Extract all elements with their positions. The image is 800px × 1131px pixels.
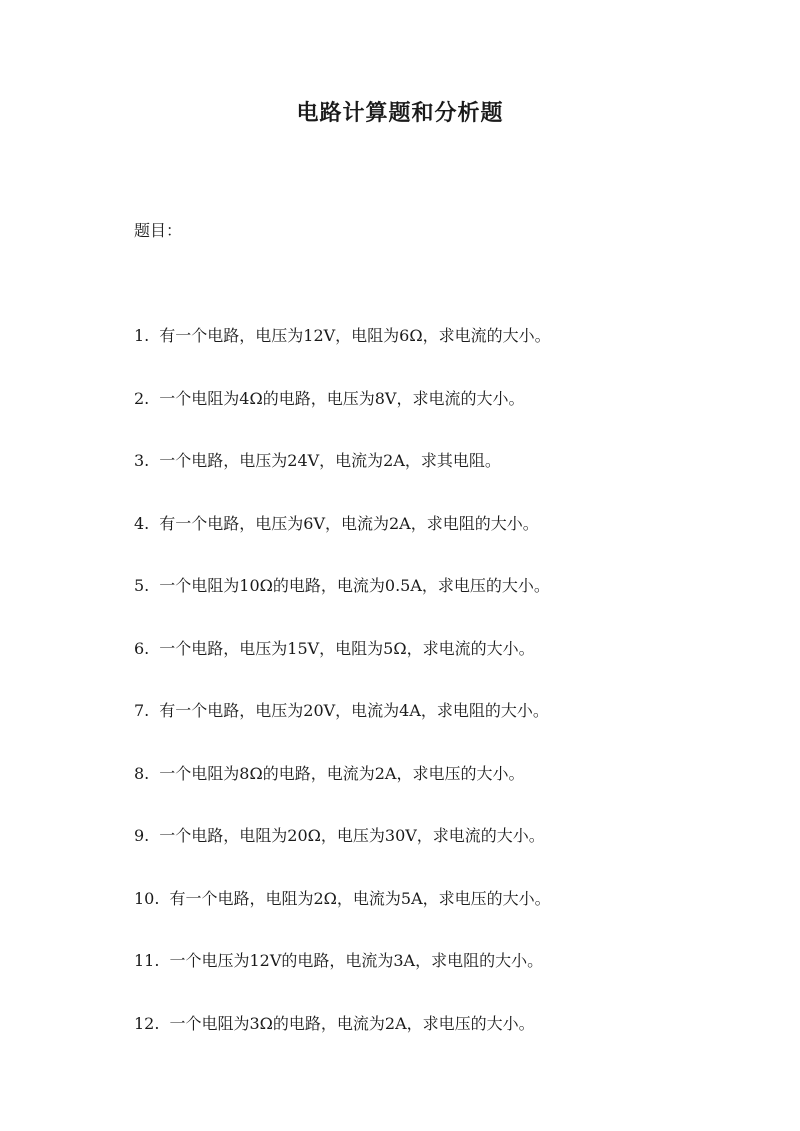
- question-text: 一个电路，电压为15V，电阻为5Ω，求电流的大小。: [159, 638, 535, 658]
- question-number: 7.: [134, 701, 150, 720]
- question-number: 12.: [134, 1013, 160, 1033]
- question-item: [134, 1012, 734, 1075]
- question-item: [134, 387, 734, 450]
- question-text: 一个电阻为8Ω的电路，电流为2A，求电压的大小。: [159, 763, 525, 783]
- question-number: 3.: [134, 451, 150, 470]
- question-item: [134, 762, 734, 825]
- question-number: 8.: [134, 763, 150, 783]
- question-text: 有一个电路，电压为20V，电流为4A，求电阻的大小。: [159, 701, 549, 720]
- question-text: 一个电路，电阻为20Ω，电压为30V，求电流的大小。: [159, 826, 545, 845]
- question-item: [134, 699, 734, 762]
- question-text: 一个电阻为10Ω的电路，电流为0.5A，求电压的大小。: [159, 576, 550, 595]
- question-item: [134, 574, 734, 637]
- question-text: 一个电压为12V的电路，电流为3A，求电阻的大小。: [169, 951, 544, 970]
- question-list: [134, 324, 734, 1074]
- question-number: 11.: [134, 951, 160, 970]
- question-number: 6.: [134, 638, 150, 658]
- question-text: 有一个电路，电压为12V，电阻为6Ω，求电流的大小。: [159, 326, 551, 345]
- question-item: [134, 637, 734, 700]
- question-text: 一个电阻为3Ω的电路，电流为2A，求电压的大小。: [169, 1013, 535, 1033]
- question-number: 4.: [134, 513, 150, 533]
- question-text: 有一个电路，电阻为2Ω，电流为5A，求电压的大小。: [169, 888, 551, 908]
- question-number: 10.: [134, 888, 160, 908]
- question-text: 一个电阻为4Ω的电路，电压为8V，求电流的大小。: [159, 388, 525, 408]
- question-number: 5.: [134, 576, 150, 595]
- question-number: 2.: [134, 388, 150, 408]
- question-item: [134, 949, 734, 1012]
- page-title: 电路计算题和分析题: [296, 100, 504, 126]
- question-item: [134, 512, 734, 575]
- question-text: 有一个电路，电压为6V，电流为2A，求电阻的大小。: [159, 513, 539, 533]
- question-number: 1.: [134, 326, 150, 345]
- question-number: 9.: [134, 826, 150, 845]
- question-item: [134, 887, 734, 950]
- section-label: 题目：: [134, 221, 183, 240]
- question-text: 一个电路，电压为24V，电流为2A，求其电阻。: [159, 451, 501, 470]
- question-item: [134, 449, 734, 512]
- question-item: [134, 324, 734, 387]
- question-item: [134, 824, 734, 887]
